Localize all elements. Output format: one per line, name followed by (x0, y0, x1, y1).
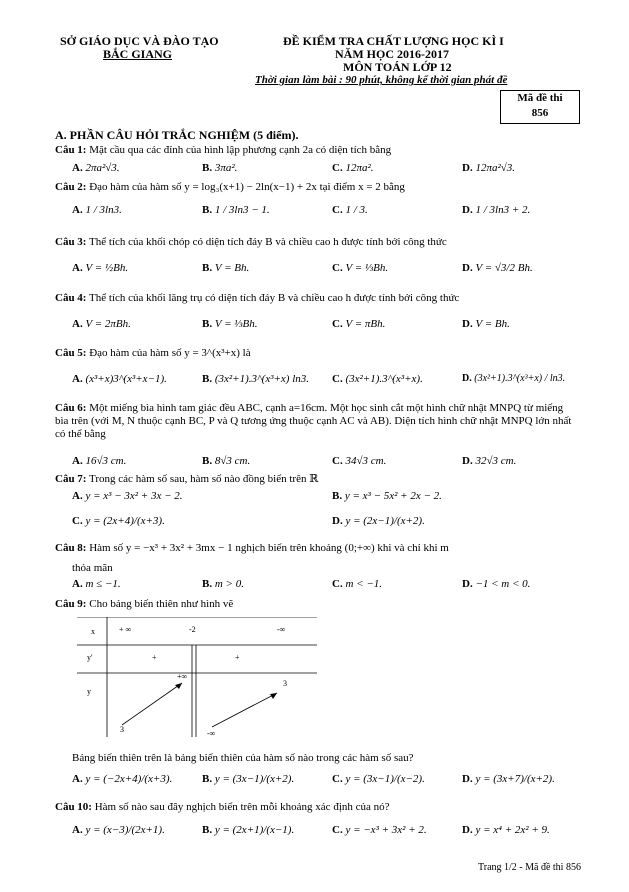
q8-option-d[interactable]: D. −1 < m < 0. (462, 578, 531, 590)
q3-option-d[interactable]: D. V = √3/2 Bh. (462, 262, 533, 274)
q8-option-a[interactable]: A. m ≤ −1. (72, 578, 121, 590)
q8-option-c[interactable]: C. m < −1. (332, 578, 382, 590)
q9-option-d[interactable]: D. y = (3x+7)/(x+2). (462, 773, 555, 785)
dept-name: SỞ GIÁO DỤC VÀ ĐÀO TẠO (60, 34, 219, 48)
q5-option-c[interactable]: C. (3x²+1).3^(x³+x). (332, 373, 423, 385)
q10-option-b[interactable]: B. y = (2x+1)/(x−1). (202, 824, 295, 836)
question-label: Câu 7: (55, 473, 87, 485)
exam-code-label: Mã đề thi (517, 92, 563, 104)
vt-y-label: y (87, 687, 91, 696)
q7-option-c[interactable]: C. y = (2x+4)/(x+3). (72, 515, 165, 527)
question-1 (55, 144, 391, 156)
vt-yp-left: + (152, 653, 157, 662)
question-text: Đạo hàm của hàm số y = 3^(x³+x) là (89, 347, 251, 359)
q1-option-c[interactable]: C. 12πa². (332, 162, 374, 174)
question-label: Câu 6: (55, 402, 87, 414)
question-6 (55, 402, 575, 441)
vt-x-start: + ∞ (119, 625, 132, 634)
q10-option-a[interactable]: A. y = (x−3)/(2x+1). (72, 824, 165, 836)
question-9-after: Bảng biến thiên trên là bảng biến thiên của hàm số nào trong các hàm số sau? (72, 752, 414, 764)
q9-option-a[interactable]: A. y = (−2x+4)/(x+3). (72, 773, 173, 785)
q9-option-b[interactable]: B. y = (3x−1)/(x+2). (202, 773, 295, 785)
q5-option-a[interactable]: A. (x³+x)3^(x³+x−1). (72, 373, 167, 385)
q3-option-a[interactable]: A. V = ½Bh. (72, 262, 129, 274)
question-2 (55, 181, 405, 193)
q6-option-d[interactable]: D. 32√3 cm. (462, 455, 517, 467)
question-text: Trong các hàm số sau, hàm số nào đồng biến trên ℝ (89, 473, 319, 485)
vt-x-label: x (91, 627, 95, 636)
vt-yp-right: + (235, 653, 240, 662)
q4-option-c[interactable]: C. V = πBh. (332, 318, 386, 330)
question-text: Thể tích của khối chóp có diện tích đáy B và chiều cao h được tính bởi công thức (89, 236, 447, 248)
exam-title: ĐỀ KIỂM TRA CHẤT LƯỢNG HỌC KÌ I (283, 34, 504, 48)
question-label: Câu 10: (55, 801, 92, 813)
q1-option-d[interactable]: D. 12πa²√3. (462, 162, 516, 174)
question-3 (55, 236, 447, 248)
question-label: Câu 3: (55, 236, 87, 248)
vt-y-left-low: 3 (120, 725, 124, 734)
q7-option-b[interactable]: B. y = x³ − 5x² + 2x − 2. (332, 490, 442, 502)
q3-option-b[interactable]: B. V = Bh. (202, 262, 250, 274)
province-name: BẮC GIANG (103, 47, 173, 61)
question-5 (55, 347, 251, 359)
q6-option-c[interactable]: C. 34√3 cm. (332, 455, 387, 467)
question-text: Đạo hàm của hàm số y = log₃(x+1) − 2ln(x−1) + 2x tại điểm x = 2 bằng (89, 181, 405, 193)
q8-option-b[interactable]: B. m > 0. (202, 578, 244, 590)
question-label: Câu 4: (55, 292, 87, 304)
vt-x-end: -∞ (277, 625, 286, 634)
q5-option-d[interactable]: D. (3x²+1).3^(x³+x) / ln3. (462, 373, 566, 384)
subject: MÔN TOÁN LỚP 12 (343, 60, 452, 74)
q2-option-a[interactable]: A. 1 / 3ln3. (72, 204, 122, 216)
vt-y-right-high: 3 (283, 679, 287, 688)
question-label: Câu 1: (55, 144, 87, 156)
page-footer: Trang 1/2 - Mã đề thi 856 (478, 862, 581, 873)
q1-option-b[interactable]: B. 3πa². (202, 162, 238, 174)
question-4 (55, 292, 459, 304)
q5-option-b[interactable]: B. (3x²+1).3^(x³+x) ln3. (202, 373, 310, 385)
question-10 (55, 801, 390, 813)
question-text: Mặt cầu qua các đỉnh của hình lập phương cạnh 2a có diện tích bằng (89, 144, 392, 156)
question-8 (55, 542, 449, 554)
question-text: Hàm số nào sau đây nghịch biến trên mỗi khoảng xác định của nó? (94, 801, 390, 813)
vt-x-mid: -2 (189, 625, 196, 634)
q4-option-d[interactable]: D. V = Bh. (462, 318, 510, 330)
q2-option-b[interactable]: B. 1 / 3ln3 − 1. (202, 204, 270, 216)
school-year: NĂM HỌC 2016-2017 (335, 47, 449, 61)
question-7 (55, 472, 318, 485)
question-text: Cho bảng biến thiên như hình vẽ (89, 598, 234, 610)
exam-code-value: 856 (531, 107, 549, 119)
question-9 (55, 598, 233, 610)
vt-yp-label: y' (87, 653, 93, 662)
variation-table-lines (77, 617, 317, 737)
q2-option-d[interactable]: D. 1 / 3ln3 + 2. (462, 204, 531, 216)
q3-option-c[interactable]: C. V = ⅓Bh. (332, 262, 389, 274)
question-label: Câu 8: (55, 542, 87, 554)
question-text: Hàm số y = −x³ + 3x² + 3mx − 1 nghịch biến trên khoảng (0;+∞) khi và chỉ khi m (89, 542, 449, 554)
q2-option-c[interactable]: C. 1 / 3. (332, 204, 368, 216)
q7-option-d[interactable]: D. y = (2x−1)/(x+2). (332, 515, 425, 527)
question-label: Câu 2: (55, 181, 87, 193)
question-label: Câu 5: (55, 347, 87, 359)
q10-option-d[interactable]: D. y = x⁴ + 2x² + 9. (462, 824, 550, 836)
q4-option-b[interactable]: B. V = ⅓Bh. (202, 318, 258, 330)
exam-code-box (500, 90, 580, 124)
time-note: Thời gian làm bài : 90 phút, không kể thời gian phát đề (255, 74, 508, 86)
q9-option-c[interactable]: C. y = (3x−1)/(x−2). (332, 773, 425, 785)
question-8-cont: thỏa mãn (72, 562, 113, 574)
q6-option-a[interactable]: A. 16√3 cm. (72, 455, 127, 467)
question-label: Câu 9: (55, 598, 87, 610)
vt-y-right-low: -∞ (207, 729, 216, 738)
question-text: Một miếng bìa hình tam giác đều ABC, cạnh a=16cm. Một học sinh cắt một hình chữ nhật MNPQ từ miếng bìa trên (với M, N thuộc cạnh BC, P và Q tương ứng thuộc cạnh AC và AB). Diện tích hình chữ nhật MNPQ lớn nhất có thể bằng (55, 402, 572, 440)
q10-option-c[interactable]: C. y = −x³ + 3x² + 2. (332, 824, 427, 836)
q7-option-a[interactable]: A. y = x³ − 3x² + 3x − 2. (72, 490, 183, 502)
question-text: Thể tích của khối lăng trụ có diện tích đáy B và chiều cao h được tính bởi công thức (89, 292, 460, 304)
variation-table (77, 617, 317, 737)
q6-option-b[interactable]: B. 8√3 cm. (202, 455, 251, 467)
vt-y-left-high: +∞ (177, 672, 188, 681)
section-title: A. PHẦN CÂU HỎI TRẮC NGHIỆM (5 điểm). (55, 128, 299, 142)
q4-option-a[interactable]: A. V = 2πBh. (72, 318, 131, 330)
q1-option-a[interactable]: A. 2πa²√3. (72, 162, 120, 174)
